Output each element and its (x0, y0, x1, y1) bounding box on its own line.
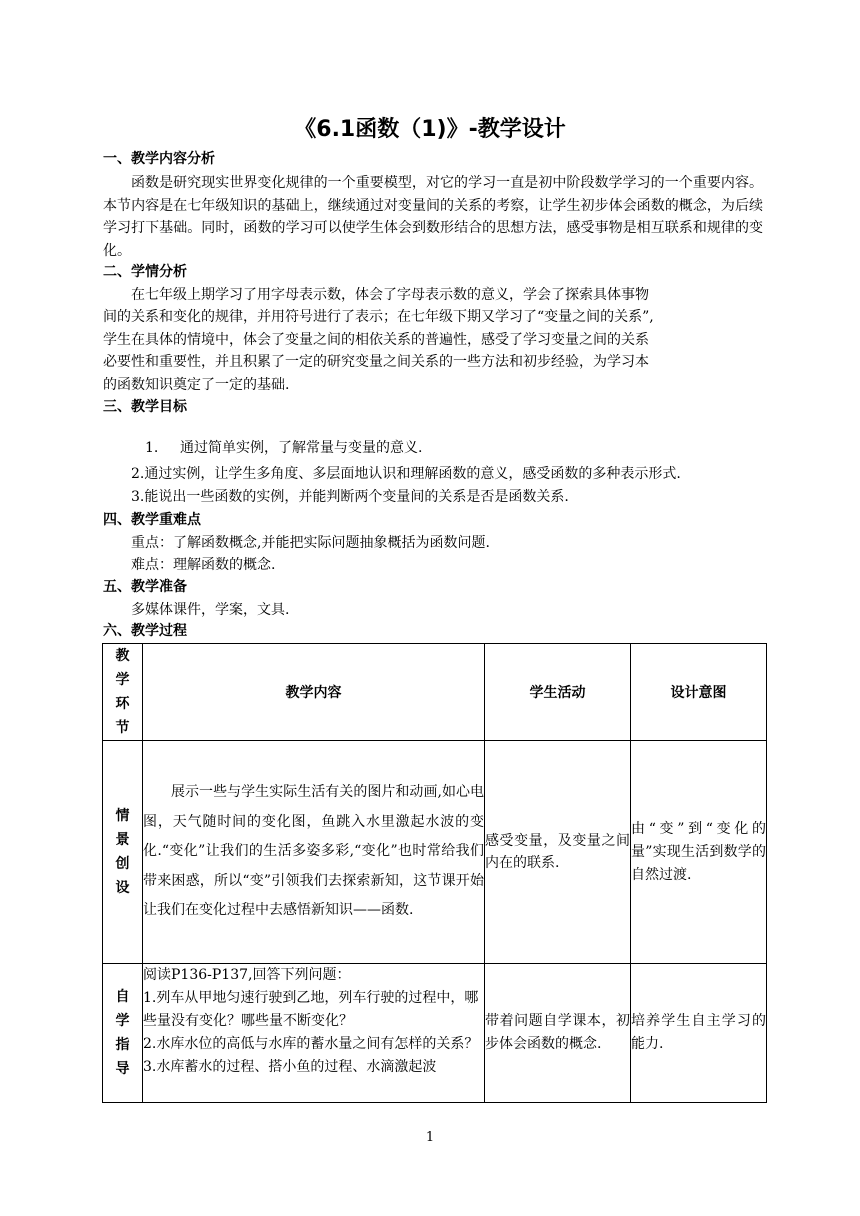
content-cell: 展示一些与学生实际生活有关的图片和动画,如心电图，天气随时间的变化图，鱼跳入水里激起水波的变化.“变化”让我们的生活多姿多彩,“变化”也时常给我们带来困惑，所以“变”引领我们去探索新知，这节课开始让我们在变化过程中去感悟新知识——函数. (143, 741, 485, 964)
key-point: 重点：了解函数概念,并能把实际问题抽象概括为函数问题. (131, 535, 490, 551)
goal-2: 2.通过实例，让学生多角度、多层面地认识和理解函数的意义，感受函数的多种表示形式. (131, 466, 681, 482)
student-analysis-line: 在七年级上期学习了用字母表示数，体会了字母表示数的意义，学会了探索具体事物 (131, 287, 649, 303)
intent-cell: 培养学生自主学习的能力. (631, 964, 767, 1103)
content-line: 1.列车从甲地匀速行驶到乙地，列车行驶的过程中，哪些量没有变化？哪些量不断变化？ (143, 990, 479, 1029)
activity-cell: 带着问题自学课本，初步体会函数的概念. (485, 964, 631, 1103)
content-line: 2.水库水位的高低与水库的蓄水量之间有怎样的关系？ (143, 1036, 479, 1052)
section-heading-content-analysis: 一、教学内容分析 (103, 151, 215, 167)
content-analysis-paragraph: 函数是研究现实世界变化规律的一个重要模型，对它的学习一直是初中阶段数学学习的一个重要内容。本节内容是在七年级知识的基础上，继续通过对变量间的关系的考察，让学生初步体会函数的概念，为后续学习打下基础。同时，函数的学习可以使学生体会到数形结合的思想方法，感受事物是相互联系和规律的变化。 (103, 175, 763, 259)
header-content: 教学内容 (143, 644, 485, 741)
student-analysis-line: 间的关系和变化的规律，并用符号进行了表示；在七年级下期又学习了“变量之间的关系”, (103, 309, 654, 325)
section-heading-preparation: 五、教学准备 (103, 579, 187, 595)
section-heading-process: 六、教学过程 (103, 623, 187, 639)
table-row (103, 964, 767, 1103)
preparation-text: 多媒体课件，学案，文具. (131, 602, 290, 618)
header-intent: 设计意图 (631, 644, 767, 741)
section-heading-key-points: 四、教学重难点 (103, 512, 201, 528)
student-analysis-line: 的函数知识奠定了一定的基础. (103, 377, 290, 393)
goal-1-text: 通过简单实例，了解常量与变量的意义. (180, 440, 423, 456)
content-cell (143, 964, 485, 1103)
table-row (103, 741, 767, 964)
difficult-point: 难点：理解函数的概念. (131, 557, 276, 573)
content-line: 阅读P136-P137,回答下列问题： (143, 967, 351, 983)
page-number: 1 (425, 1130, 435, 1145)
section-heading-goals: 三、教学目标 (103, 399, 187, 415)
student-analysis-line: 学生在具体的情境中，体会了变量之间的相依关系的普遍性，感受了学习变量之间的关系 (103, 332, 649, 348)
content-line: 3.水库蓄水的过程、搭小鱼的过程、水滴激起波 (143, 1059, 437, 1075)
document-title: 《6.1函数（1)》-教学设计 (294, 117, 566, 142)
teaching-process-table (102, 643, 767, 1103)
student-analysis-line: 必要性和重要性，并且积累了一定的研究变量之间关系的一些方法和初步经验，为学习本 (103, 354, 649, 370)
header-activity: 学生活动 (485, 644, 631, 741)
intent-cell: 由“变”到“变化的量”实现生活到数学的自然过渡. (631, 741, 767, 964)
activity-cell: 感受变量，及变量之间内在的联系. (485, 741, 631, 964)
goal-1-number: 1. (145, 440, 159, 456)
table-header-row (103, 644, 767, 741)
goal-3: 3.能说出一些函数的实例，并能判断两个变量间的关系是否是函数关系. (131, 489, 569, 505)
stage-cell: 情景创设 (103, 741, 143, 964)
stage-cell: 自学指导 (103, 964, 143, 1103)
section-heading-student-analysis: 二、学情分析 (103, 264, 187, 280)
header-stage: 教学环节 (103, 644, 143, 741)
